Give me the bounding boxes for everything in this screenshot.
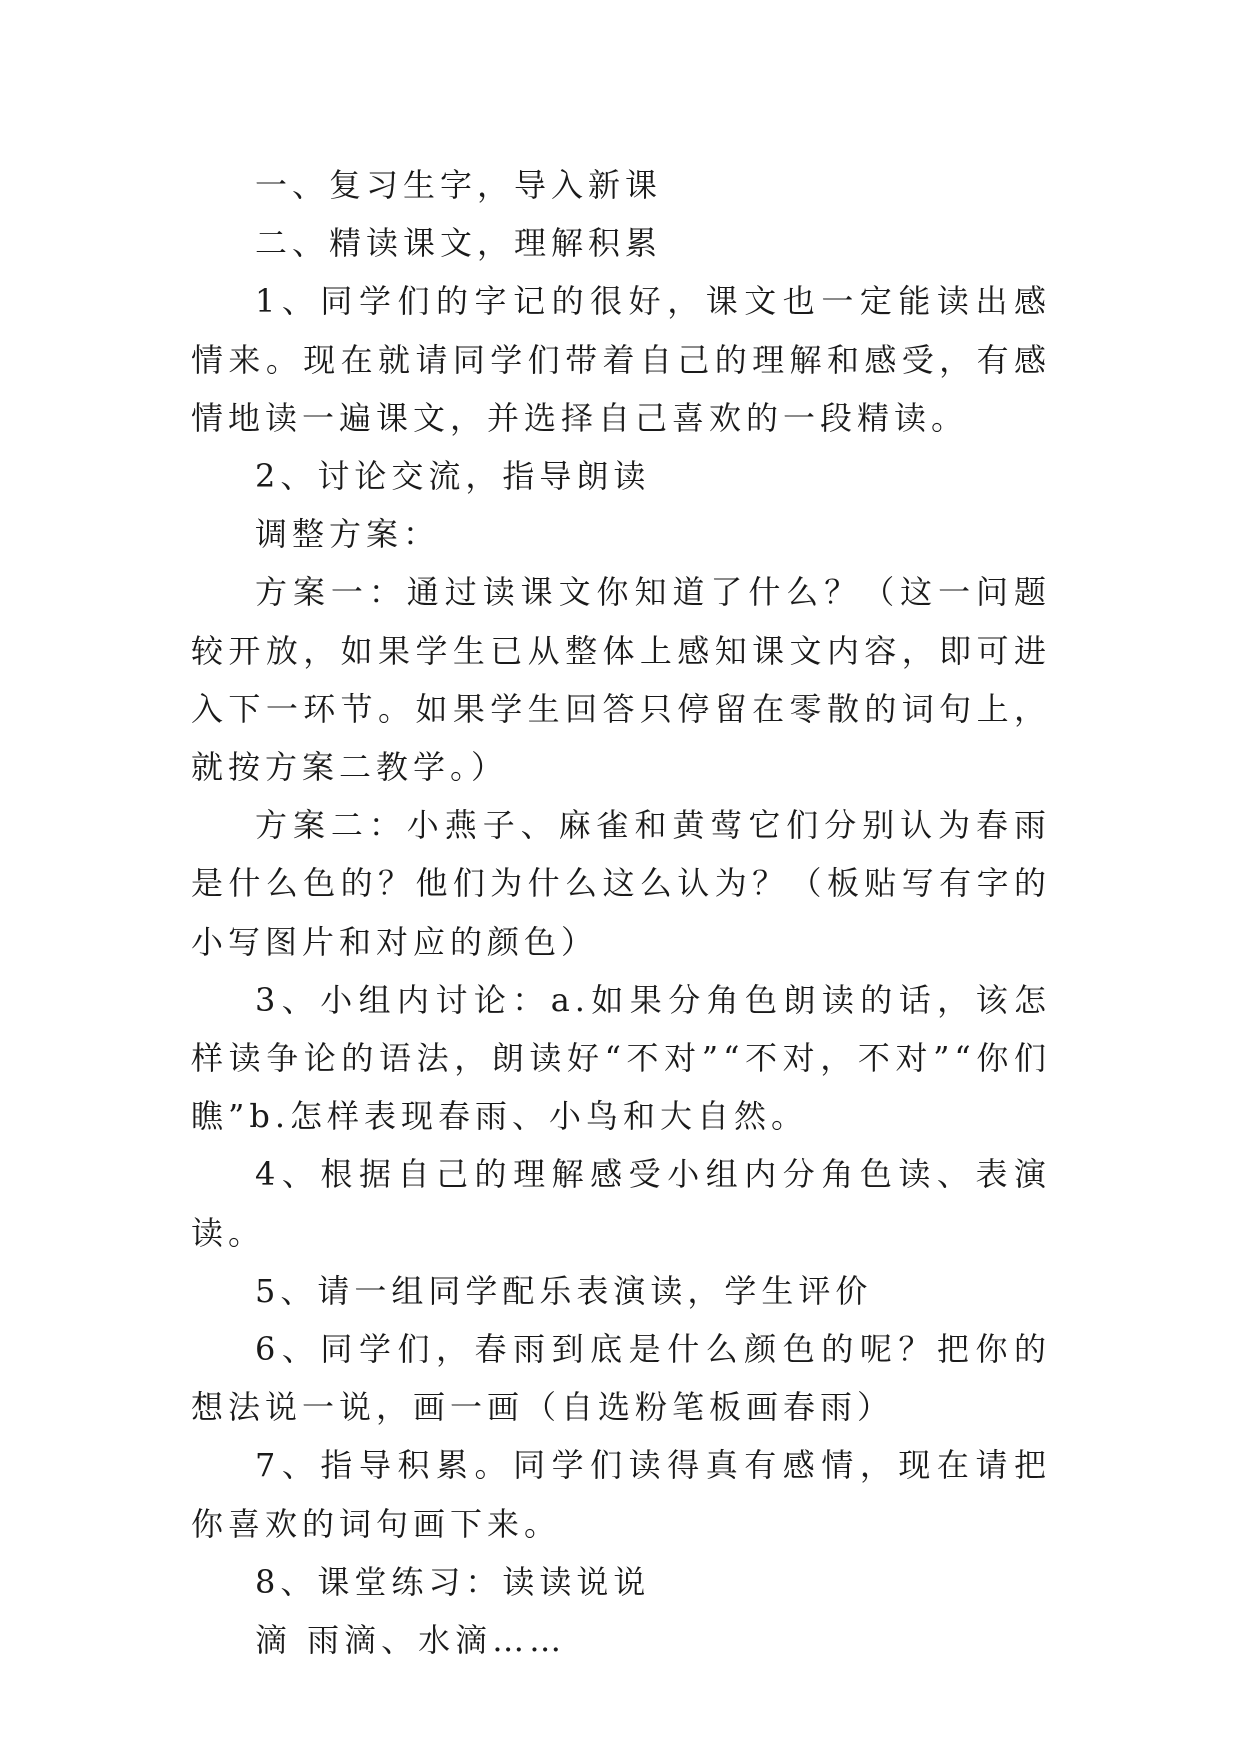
- paragraph-adjust-plan: 调整方案：: [255, 515, 441, 554]
- paragraph-step-6: 6、同学们，春雨到底是什么颜色的呢？把你的想法说一说，画一画（自选粉笔板画春雨）: [191, 1330, 1051, 1427]
- paragraph-step-5: 5、请一组同学配乐表演读，学生评价: [255, 1271, 873, 1310]
- paragraph-step-7: 7、指导积累。同学们读得真有感情，现在请把你喜欢的词句画下来。: [191, 1446, 1051, 1543]
- paragraph-plan-one: 方案一：通过读课文你知道了什么？（这一问题较开放，如果学生已从整体上感知课文内容，即可进入下一环节。如果学生回答只停留在零散的词句上，就按方案二教学。）: [191, 573, 1051, 787]
- paragraph-step-2: 2、讨论交流，指导朗读: [255, 457, 651, 496]
- paragraph-step-8: 8、课堂练习：读读说说: [255, 1562, 651, 1601]
- paragraph-exercise-words: 滴 雨滴、水滴……: [255, 1621, 567, 1660]
- section-heading-review: 一、复习生字，导入新课: [255, 166, 663, 204]
- document-body: [191, 156, 1051, 1669]
- section-heading-close-reading: 二、精读课文，理解积累: [255, 224, 663, 263]
- paragraph-step-1: 1、同学们的字记的很好，课文也一定能读出感情来。现在就请同学们带着自己的理解和感受，有感情地读一遍课文，并选择自己喜欢的一段精读。: [191, 282, 1051, 437]
- paragraph-step-4: 4、根据自己的理解感受小组内分角色读、表演读。: [191, 1155, 1051, 1252]
- paragraph-step-3: 3、小组内讨论：a.如果分角色朗读的话，该怎样读争论的语法，朗读好“不对”“不对，不对”“你们瞧”b.怎样表现春雨、小鸟和大自然。: [191, 980, 1051, 1136]
- paragraph-plan-two: 方案二：小燕子、麻雀和黄莺它们分别认为春雨是什么色的？他们为什么这么认为？（板贴写有字的小写图片和对应的颜色）: [191, 806, 1051, 961]
